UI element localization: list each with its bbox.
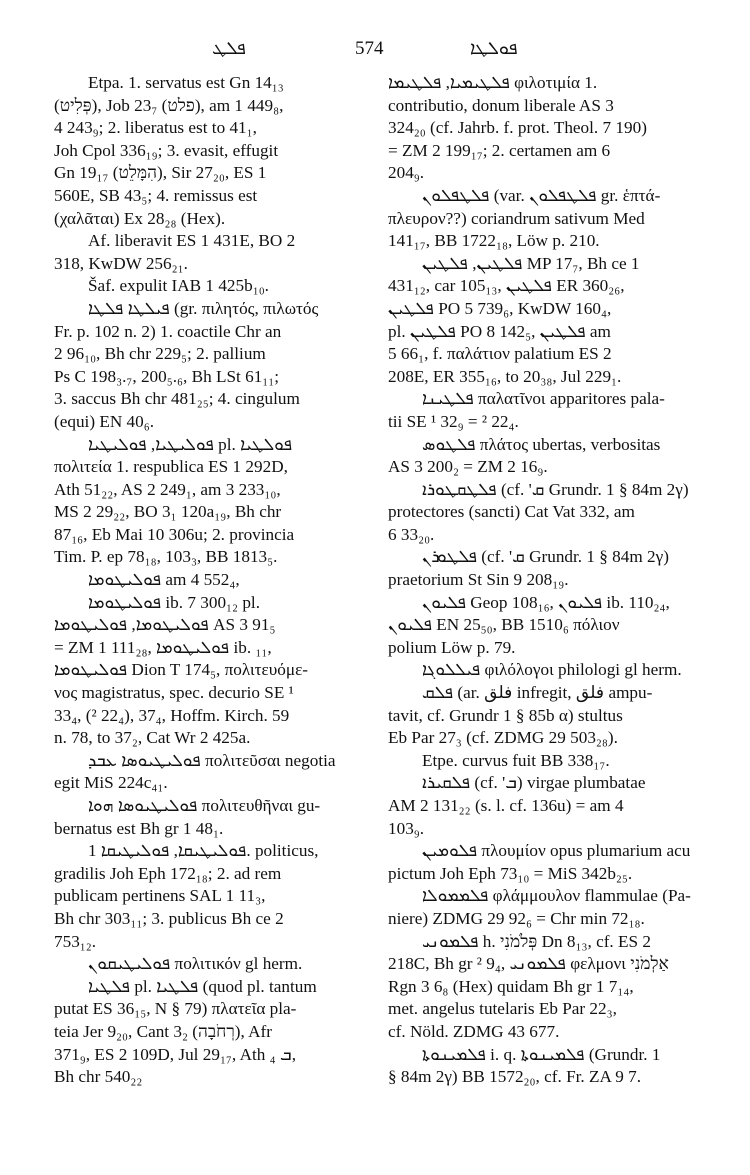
dictionary-line: Etpe. curvus fuit BB 338₁₇. xyxy=(422,750,610,770)
dictionary-line: 33₄, (² 22₄), 37₄, Hoffm. Kirch. 59 xyxy=(54,705,290,725)
dictionary-line: 560E, SB 43₅; 4. remissus est xyxy=(54,185,258,205)
dictionary-line: polium Löw p. 79. xyxy=(388,637,516,657)
dictionary-line: ܦܘܠܝܛܝܘܣܐ ܥܒܕ πολιτεῦσαι negotia xyxy=(88,750,336,770)
running-head-right: ܦܘܠܛܐ xyxy=(470,38,518,59)
dictionary-line: ܦܠܩܝܪܐ (cf. 'ܒ) virgae plumbatae xyxy=(422,773,646,793)
dictionary-line: ܦܠܛܦܠܘܢ (var. ܦܠܛܦܠܘܢ gr. ἑπτά- xyxy=(422,185,661,205)
dictionary-line: ܦܝܠܛܐ ܦܠܛܐ (gr. πιλητός, πιλωτός xyxy=(88,298,319,318)
dictionary-line: ܦܠܛܝܢ, ܦܠܛܝܢ MP 17₇, Bh ce 1 xyxy=(422,253,640,273)
dictionary-line: Gn 19₁₇ (הִמָּלֵט), Sir 27₂₀, ES 1 xyxy=(54,163,267,183)
dictionary-line: ܦܠܡܘܢܝ h. פְּלֹמֹנִי Dn 8₁₃, cf. ES 2 xyxy=(422,931,651,951)
dictionary-line: 6 33₂₀. xyxy=(388,524,435,544)
dictionary-line: = ZM 2 199₁₇; 2. certamen am 6 xyxy=(388,140,611,160)
dictionary-line: pictum Joh Eph 73₁₀ = MiS 342b₂₅. xyxy=(388,863,633,883)
dictionary-line: ܦܠܛܘܪܢ (cf. 'ܩ Grundr. 1 § 84m 2γ) xyxy=(422,547,669,567)
dictionary-line: ܦܠܝܘܢ Geop 108₁₆, ܦܠܝܘܢ ib. 110₂₄, xyxy=(422,592,670,612)
dictionary-line: ܦܠܛܘܣ πλάτος ubertas, verbositas xyxy=(422,434,661,454)
dictionary-line: πολιτεία 1. respublica ES 1 292D, xyxy=(54,457,288,477)
dictionary-line: pl. ܦܠܛܝܢ PO 8 142₅, ܦܠܛܝܢ am xyxy=(388,321,611,341)
dictionary-line: praetorium St Sin 9 208₁₉. xyxy=(388,570,569,590)
dictionary-line: ܦܠܘܡܝܢ πλουμίον opus plumarium acu xyxy=(422,841,691,861)
dictionary-line: Ps C 198₃.₇, 200₅.₆, Bh LSt 61₁₁; xyxy=(54,366,280,386)
dictionary-line: gradilis Joh Eph 172₁₈; 2. ad rem xyxy=(54,863,282,883)
dictionary-line: 324₂₀ (cf. Jahrb. f. prot. Theol. 7 190) xyxy=(388,118,647,138)
dictionary-line: ܦܠܡܡܘܠܐ φλάμμουλον flammulae (Pa- xyxy=(422,886,691,906)
dictionary-line: ܦܘܠܝܛܝܩܘܢ πολιτικόν gl herm. xyxy=(88,954,303,974)
dictionary-line: tii SE ¹ 32₉ = ² 22₄. xyxy=(388,411,519,431)
dictionary-line: teia Jer 9₂₀, Cant 3₂ (רְחֹבָה), Afr xyxy=(54,1021,273,1041)
dictionary-line: ܦܠܛܩܛܘܪܐ (cf. 'ܩ Grundr. 1 § 84m 2γ) xyxy=(422,479,689,499)
page-number: 574 xyxy=(355,38,384,59)
dictionary-line: AM 2 131₂₂ (s. l. cf. 136u) = am 4 xyxy=(388,796,624,815)
dictionary-line: Joh Cpol 336₁₉; 3. evasit, effugit xyxy=(54,140,279,160)
dictionary-line: 3. saccus Bh chr 481₂₅; 4. cingulum xyxy=(54,389,300,409)
dictionary-line: Rgn 3 6₈ (Hex) quidam Bh gr 1 7₁₄, xyxy=(388,976,634,996)
dictionary-line: 141₁₇, BB 1722₁₈, Löw p. 210. xyxy=(388,231,600,251)
dictionary-line: ܦܘܠܝܛܝܐ, ܦܘܠܝܛܝܐ pl. ܦܘܠܛܝܐ xyxy=(88,434,293,454)
dictionary-line: ܦܠܩ (ar. فلق infregit, فلق ampu- xyxy=(422,683,653,703)
dictionary-line: = ZM 1 111₂₈, ܦܘܠܝܛܘܡܐ ib. ₁₁, xyxy=(54,637,272,657)
dictionary-line: ܦܠܛܝܢܐ παλατῖνοι apparitores pala- xyxy=(422,389,665,409)
dictionary-line: Tim. P. ep 78₁₈, 103₃, BB 1813₅. xyxy=(54,547,278,567)
dictionary-line: cf. Nöld. ZDMG 43 677. xyxy=(388,1021,560,1041)
dictionary-line: 218C, Bh gr ² 9₄, ܦܠܡܘܢܝ φελμονι אַלְמֹנִי xyxy=(388,954,669,974)
dictionary-line: ܦܘܠܝܛܘܡܐ ib. 7 300₁₂ pl. xyxy=(88,592,260,612)
dictionary-line: Etpa. 1. servatus est Gn 14₁₃ xyxy=(88,73,284,92)
dictionary-line: 371₉, ES 2 109D, Jul 29₁₇, Ath ܒ ₄, xyxy=(54,1044,296,1064)
dictionary-line: § 84m 2γ) BB 1572₂₀, cf. Fr. ZA 9 7. xyxy=(388,1067,642,1087)
dictionary-line: 208E, ER 355₁₆, to 20₃₈, Jul 229₁. xyxy=(388,366,622,386)
dictionary-line: ܦܘܠܝܛܘܡܐ, ܦܘܠܝܛܘܡܐ AS 3 91₅ xyxy=(54,615,276,635)
dictionary-line: 5 66₁, f. παλάτιον palatium ES 2 xyxy=(388,344,612,364)
dictionary-line: Af. liberavit ES 1 431E, BO 2 xyxy=(88,231,296,251)
dictionary-line: Eb Par 27₃ (cf. ZDMG 29 503₂₈). xyxy=(388,728,618,748)
dictionary-line: 753₁₂. xyxy=(54,931,97,951)
dictionary-line: ܦܝܠܠܘܓܐ φιλόλογοι philologi gl herm. xyxy=(422,660,682,680)
dictionary-line: (פְּלִיט), Job 23₇ (פלט), am 1 449₈, xyxy=(54,95,284,115)
dictionary-line: ܦܘܠܝܛܝܘܣܐ ܗܘܐ πολιτευθῆναι gu- xyxy=(88,796,321,815)
dictionary-line: 318, KwDW 256₂₁. xyxy=(54,253,188,273)
dictionary-line: n. 78, to 37₂, Cat Wr 2 425a. xyxy=(54,728,251,748)
left-column xyxy=(54,72,376,1089)
dictionary-line: ܦܘܠܝܛܘܡܐ am 4 552₄, xyxy=(88,570,240,590)
dictionary-line: tavit, cf. Grundr 1 § 85b α) stultus xyxy=(388,705,623,725)
dictionary-line: egit MiS 224c₄₁. xyxy=(54,773,168,793)
dictionary-line: niere) ZDMG 29 92₆ = Chr min 72₁₈. xyxy=(388,908,645,928)
dictionary-line: ܦܠܛܝܡܝܐ, ܦܠܛܝܡܐ φιλοτιμία 1. xyxy=(388,73,598,92)
right-column xyxy=(388,72,704,1089)
dictionary-line: contributio, donum liberale AS 3 xyxy=(388,95,614,115)
dictionary-line: Bh chr 303₁₁; 3. publicus Bh ce 2 xyxy=(54,908,284,928)
dictionary-line: bernatus est Bh gr 1 48₁. xyxy=(54,818,224,838)
dictionary-line: (equi) EN 40₆. xyxy=(54,411,155,431)
dictionary-line: publicam pertinens SAL 1 11₃, xyxy=(54,886,266,906)
dictionary-line: Fr. p. 102 n. 2) 1. coactile Chr an xyxy=(54,321,282,341)
running-head-left: ܦܠܛ xyxy=(212,38,246,59)
dictionary-line: 204₉. xyxy=(388,163,425,183)
dictionary-line: ܦܠܝܘܢ EN 25₅₀, BB 1510₆ πόλιον xyxy=(388,615,620,635)
dictionary-line: (χαλᾶται) Ex 28₂₈ (Hex). xyxy=(54,208,226,228)
dictionary-line: ܦܘܠܝܛܘܡܐ Dion T 174₅, πολιτευόμε- xyxy=(54,660,309,680)
dictionary-line: πλευρον??) coriandrum sativum Med xyxy=(388,208,645,228)
dictionary-line: 87₁₆, Eb Mai 10 306u; 2. provincia xyxy=(54,524,295,544)
dictionary-line: Ath 51₂₂, AS 2 249₁, am 3 233₁₀, xyxy=(54,479,281,499)
dictionary-line: AS 3 200₂ = ZM 2 16₉. xyxy=(388,457,548,477)
dictionary-line: ܦܠܡܝܢܘܬܐ i. q. ܦܠܡܝܢܘܬܐ (Grundr. 1 xyxy=(422,1044,661,1064)
dictionary-line: MS 2 29₂₂, BO 3₁ 120a₁₉, Bh chr xyxy=(54,502,282,522)
dictionary-line: ܦܠܛܝܐ pl. ܦܠܛܝܐ (quod pl. tantum xyxy=(88,976,317,996)
page-header xyxy=(0,38,750,66)
dictionary-line: νος magistratus, spec. decurio SE ¹ xyxy=(54,683,294,703)
dictionary-line: ܦܠܛܝܢ PO 5 739₆, KwDW 160₄, xyxy=(388,298,612,318)
dictionary-line: protectores (sancti) Cat Vat 332, am xyxy=(388,502,635,522)
dictionary-line: ܦܘܠܝܛܝܩܐ, ܦܘܠܝܛܝܩܐ 1. politicus, xyxy=(88,841,319,861)
dictionary-line: Bh chr 540₂₂ xyxy=(54,1067,143,1087)
dictionary-line: 2 96₁₀, Bh chr 229₅; 2. pallium xyxy=(54,344,266,364)
dictionary-line: Šaf. expulit IAB 1 425b₁₀. xyxy=(88,276,269,296)
dictionary-line: putat ES 36₁₅, N § 79) πλατεῖα pla- xyxy=(54,999,297,1019)
dictionary-line: 4 243₉; 2. liberatus est to 41₁, xyxy=(54,118,257,138)
dictionary-line: met. angelus tutelaris Eb Par 22₃, xyxy=(388,999,617,1019)
dictionary-line: 103₉. xyxy=(388,818,425,838)
dictionary-line: 431₁₂, car 105₁₃, ܦܠܛܝܢ ER 360₂₆, xyxy=(388,276,625,296)
